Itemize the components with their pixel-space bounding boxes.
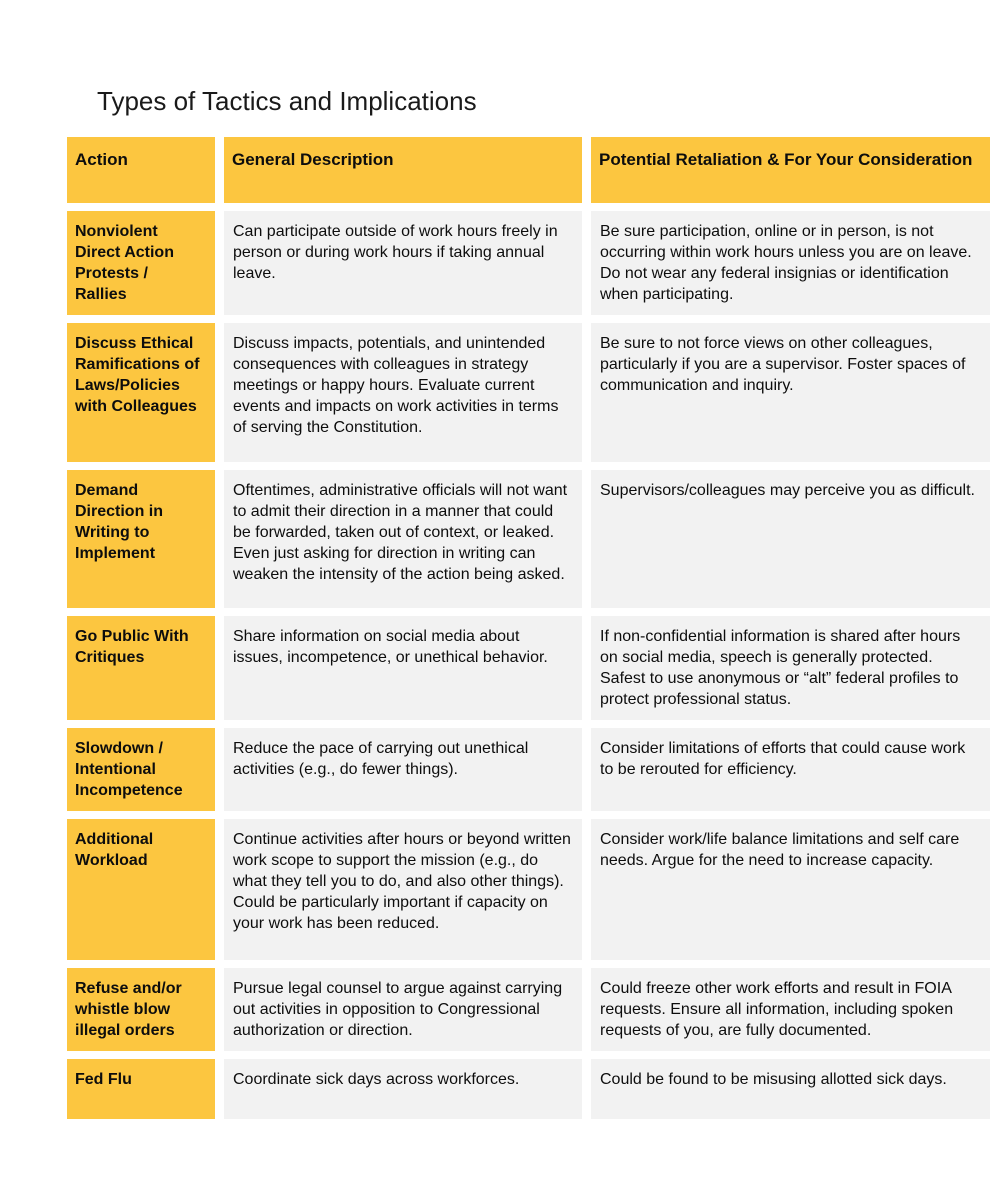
action-cell: Refuse and/or whistle blow illegal orders: [67, 968, 215, 1051]
retaliation-cell: Consider work/life balance limitations and self care needs. Argue for the need to increase capacity.: [591, 819, 990, 960]
header-cell-description: General Description: [224, 137, 582, 203]
header-cell-action: Action: [67, 137, 215, 203]
action-cell: Fed Flu: [67, 1059, 215, 1119]
description-cell: Oftentimes, administrative officials will not want to admit their direction in a manner that could be forwarded, taken out of context, or leaked. Even just asking for direction in writing can weaken the intensity of the action being asked.: [224, 470, 582, 608]
description-cell: Discuss impacts, potentials, and unintended consequences with colleagues in strategy meetings or happy hours. Evaluate current events and impacts on work activities in terms of serving the Constitution.: [224, 323, 582, 462]
description-cell: Pursue legal counsel to argue against carrying out activities in opposition to Congressional authorization or direction.: [224, 968, 582, 1051]
action-cell: Nonviolent Direct Action Protests / Rallies: [67, 211, 215, 315]
page-title: Types of Tactics and Implications: [97, 86, 477, 116]
action-cell: Demand Direction in Writing to Implement: [67, 470, 215, 608]
retaliation-cell: Could freeze other work efforts and result in FOIA requests. Ensure all information, including spoken requests of you, are fully documented.: [591, 968, 990, 1051]
description-cell: Reduce the pace of carrying out unethical activities (e.g., do fewer things).: [224, 728, 582, 811]
action-cell: Discuss Ethical Ramifications of Laws/Policies with Colleagues: [67, 323, 215, 462]
retaliation-cell: If non-confidential information is shared after hours on social media, speech is generally protected. Safest to use anonymous or “alt” federal profiles to protect professional status.: [591, 616, 990, 720]
retaliation-cell: Supervisors/colleagues may perceive you as difficult.: [591, 470, 990, 608]
description-cell: Continue activities after hours or beyond written work scope to support the mission (e.g., do what they tell you to do, and also other things). Could be particularly important if capacity on your work has been reduced.: [224, 819, 582, 960]
header-cell-retaliation: Potential Retaliation & For Your Consideration: [591, 137, 990, 203]
description-cell: Coordinate sick days across workforces.: [224, 1059, 582, 1119]
retaliation-cell: Could be found to be misusing allotted sick days.: [591, 1059, 990, 1119]
description-cell: Share information on social media about issues, incompetence, or unethical behavior.: [224, 616, 582, 720]
action-cell: Additional Workload: [67, 819, 215, 960]
action-cell: Go Public With Critiques: [67, 616, 215, 720]
description-cell: Can participate outside of work hours freely in person or during work hours if taking annual leave.: [224, 211, 582, 315]
retaliation-cell: Be sure participation, online or in person, is not occurring within work hours unless you are on leave. Do not wear any federal insignias or identification when participating.: [591, 211, 990, 315]
tactics-table: [67, 137, 990, 1119]
action-cell: Slowdown / Intentional Incompetence: [67, 728, 215, 811]
retaliation-cell: Consider limitations of efforts that could cause work to be rerouted for efficiency.: [591, 728, 990, 811]
retaliation-cell: Be sure to not force views on other colleagues, particularly if you are a supervisor. Foster spaces of communication and inquiry.: [591, 323, 990, 462]
